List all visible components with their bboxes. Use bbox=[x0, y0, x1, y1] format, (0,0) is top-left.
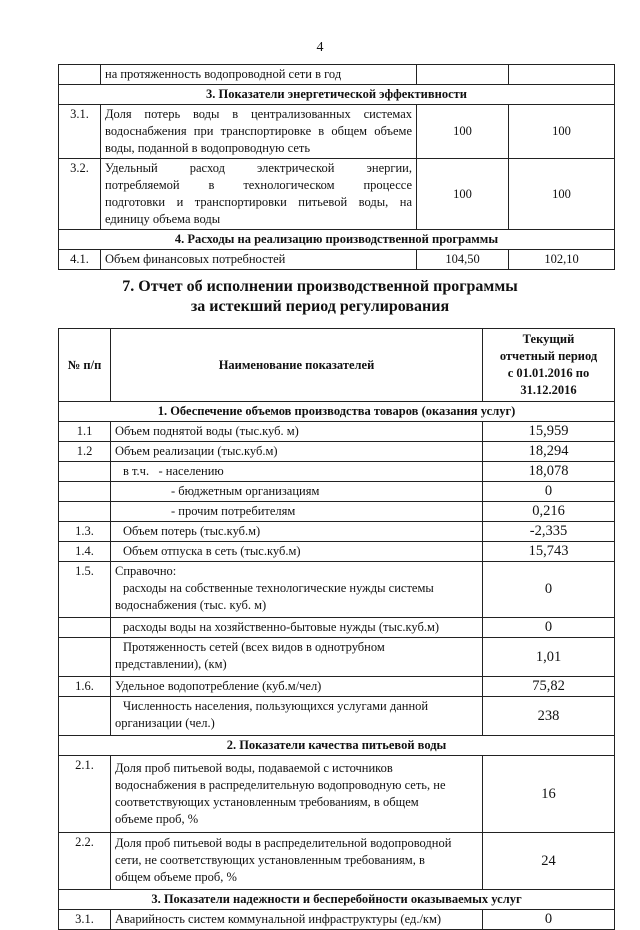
table-row: расходы воды на хозяйственно-бытовые нужды (тыс.куб.м) 0 bbox=[59, 618, 615, 638]
table-row: 4.1. Объем финансовых потребностей 104,50 102,10 bbox=[59, 250, 615, 270]
energy-efficiency-table bbox=[58, 64, 615, 270]
table-row: Протяженность сетей (всех видов в однотрубном представлении), (км) 1,01 bbox=[59, 638, 615, 677]
table-row: 1.1 Объем поднятой воды (тыс.куб. м) 15,959 bbox=[59, 422, 615, 442]
table-row: - прочим потребителям 0,216 bbox=[59, 502, 615, 522]
section4-title: 4. Расходы на реализацию производственной программы bbox=[59, 230, 615, 250]
table-row: 3.2. Удельный расход электрической энергии, потребляемой в технологическом процессе подготовки и транспортировки питьевой воды, на единицу объема воды 100 100 bbox=[59, 159, 615, 230]
carry-row-text: на протяженность водопроводной сети в год bbox=[101, 65, 417, 85]
section3-title: 3. Показатели энергетической эффективности bbox=[59, 85, 615, 105]
page-number: 4 bbox=[316, 40, 324, 55]
section7-title-line1: 7. Отчет об исполнении производственной программы bbox=[122, 278, 518, 295]
section-header: 3. Показатели надежности и бесперебойности оказываемых услуг bbox=[59, 890, 615, 910]
header-period: Текущий отчетный период с 01.01.2016 по 31.12.2016 bbox=[483, 329, 615, 402]
section-header bbox=[59, 230, 615, 250]
table-row: 3.1. Аварийность систем коммунальной инфраструктуры (ед./км) 0 bbox=[59, 910, 615, 930]
header-name: Наименование показателей bbox=[111, 329, 483, 402]
section-header: 2. Показатели качества питьевой воды bbox=[59, 736, 615, 756]
section-header: 1. Обеспечение объемов производства товаров (оказания услуг) bbox=[59, 402, 615, 422]
table-row: 1.5. Справочно: расходы на собственные технологические нужды системы водоснабжения (тыс. куб. м) 0 bbox=[59, 562, 615, 618]
table-row: в т.ч. - населению 18,078 bbox=[59, 462, 615, 482]
table-row: 1.3. Объем потерь (тыс.куб.м) -2,335 bbox=[59, 522, 615, 542]
header-num: № п/п bbox=[59, 329, 111, 402]
table-row: 1.4. Объем отпуска в сеть (тыс.куб.м) 15,743 bbox=[59, 542, 615, 562]
table-row: Численность населения, пользующихся услугами данной организации (чел.) 238 bbox=[59, 697, 615, 736]
table-row: 1.6. Удельное водопотребление (куб.м/чел) 75,82 bbox=[59, 677, 615, 697]
table-row: 1.2 Объем реализации (тыс.куб.м) 18,294 bbox=[59, 442, 615, 462]
section7-title-line2: за истекший период регулирования bbox=[190, 298, 450, 315]
header-row bbox=[59, 329, 615, 402]
table-row: - бюджетным организациям 0 bbox=[59, 482, 615, 502]
report-table bbox=[58, 328, 615, 930]
table-row: 3.1. Доля потерь воды в централизованных системах водоснабжения при транспортировке в общем объеме воды, поданной в водопроводную сеть 100 100 bbox=[59, 105, 615, 159]
section-header bbox=[59, 85, 615, 105]
table-row bbox=[59, 65, 615, 85]
table-row: 2.2. Доля проб питьевой воды в распределительной водопроводной сети, не соответствующих установленным требованиям, в общем объеме проб, % 24 bbox=[59, 833, 615, 890]
table-row: 2.1. Доля проб питьевой воды, подаваемой с источников водоснабжения в распределительную водопроводную сеть, не соответствующих установленным требованиям, в общем объеме проб, % 16 bbox=[59, 756, 615, 833]
